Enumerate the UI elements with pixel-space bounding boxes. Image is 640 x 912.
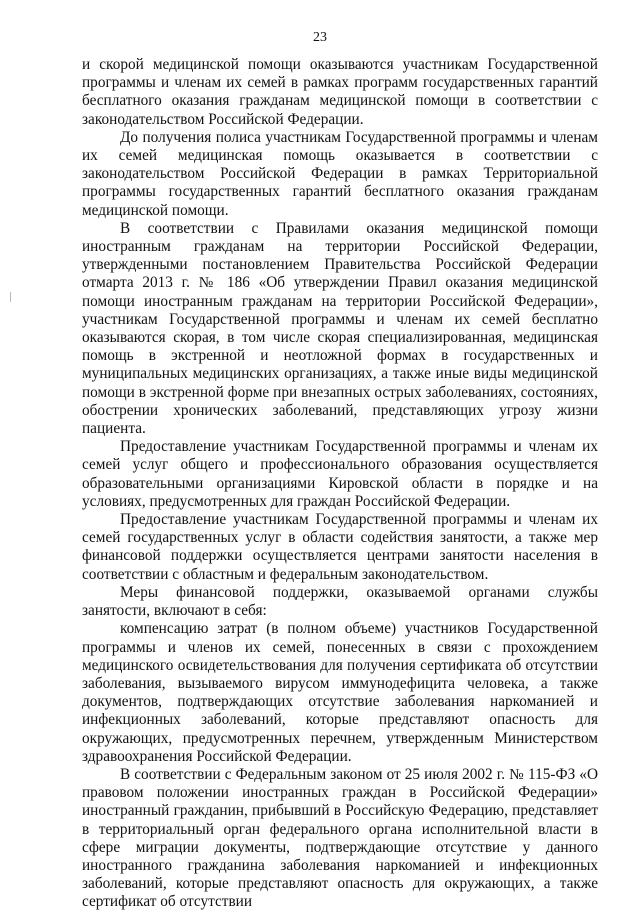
margin-mark <box>10 292 13 302</box>
paragraph-financial-support: Меры финансовой поддержки, оказываемой органами службы занятости, включают в себя: <box>82 583 598 620</box>
document-body <box>82 56 598 912</box>
paragraph-employment: Предоставление участникам Государственной программы и членам их семей государственных услуг в области содействия занятости, а также мер финансовой поддержки осуществляется центрами занятости населения в соответствии с областным и федеральным законодательством. <box>82 511 598 583</box>
paragraph-education: Предоставление участникам Государственной программы и членам их семей услуг общего и профессионального образования осуществляется образовательными организациями Кировской области в порядке и на условиях, предусмотренных для граждан Российской Федерации. <box>82 438 598 510</box>
paragraph-continuation: и скорой медицинской помощи оказываются участникам Государственной программы и членам их семей в рамках программ государственных гарантий бесплатного оказания гражданам медицинской помощи в соответствии с законодательством Российской Федерации. <box>82 56 598 128</box>
paragraph-medical-rules: В соответствии с Правилами оказания медицинской помощи иностранным гражданам на территории Российской Федерации, утвержденными постановлением Правительства Российской Федерации отмарта 2013 г. № 186 «Об утверждении Правил оказания медицинской помощи иностранным гражданам на территории Российской Федерации», участникам Государственной программы и членам их семей бесплатно оказываются скорая, в том числе скорая специализированная, медицинская помощь в экстренной и неотложной формах в государственных и муниципальных медицинских организациях, а также иные виды медицинской помощи в экстренной форме при внезапных острых заболеваниях, состояниях, обострении хронических заболеваний, представляющих угрозу жизни пациента. <box>82 219 598 438</box>
paragraph-compensation: компенсацию затрат (в полном объеме) участников Государственной программы и членов их семей, понесенных в связи с прохождением медицинского освидетельствования для получения сертификата об отсутствии заболевания, вызываемого вирусом иммунодефицита человека, а также документов, подтверждающих отсутствие заболевания наркоманией и инфекционных заболеваний, которые представляют опасность для окружающих, предусмотренных перечнем, утвержденным Министерством здравоохранения Российской Федерации. <box>82 620 598 765</box>
page-number: 23 <box>313 30 327 45</box>
paragraph-policy: До получения полиса участникам Государственной программы и членам их семей медицинская помощь оказывается в соответствии с законодательством Российской Федерации в рамках Территориальной программы государственных гарантий бесплатного оказания гражданам медицинской помощи. <box>82 128 598 219</box>
paragraph-federal-law: В соответствии с Федеральным законом от 25 июля 2002 г. № 115-ФЗ «О правовом положении иностранных граждан в Российской Федерации» иностранный гражданин, прибывший в Российскую Федерацию, представляет в территориальный орган федерального органа исполнительной власти в сфере миграции документы, подтверждающие отсутствие у данного иностранного гражданина заболевания наркоманией и инфекционных заболеваний, которые представляют опасность для окружающих, а также сертификат об отсутствии <box>82 765 598 911</box>
